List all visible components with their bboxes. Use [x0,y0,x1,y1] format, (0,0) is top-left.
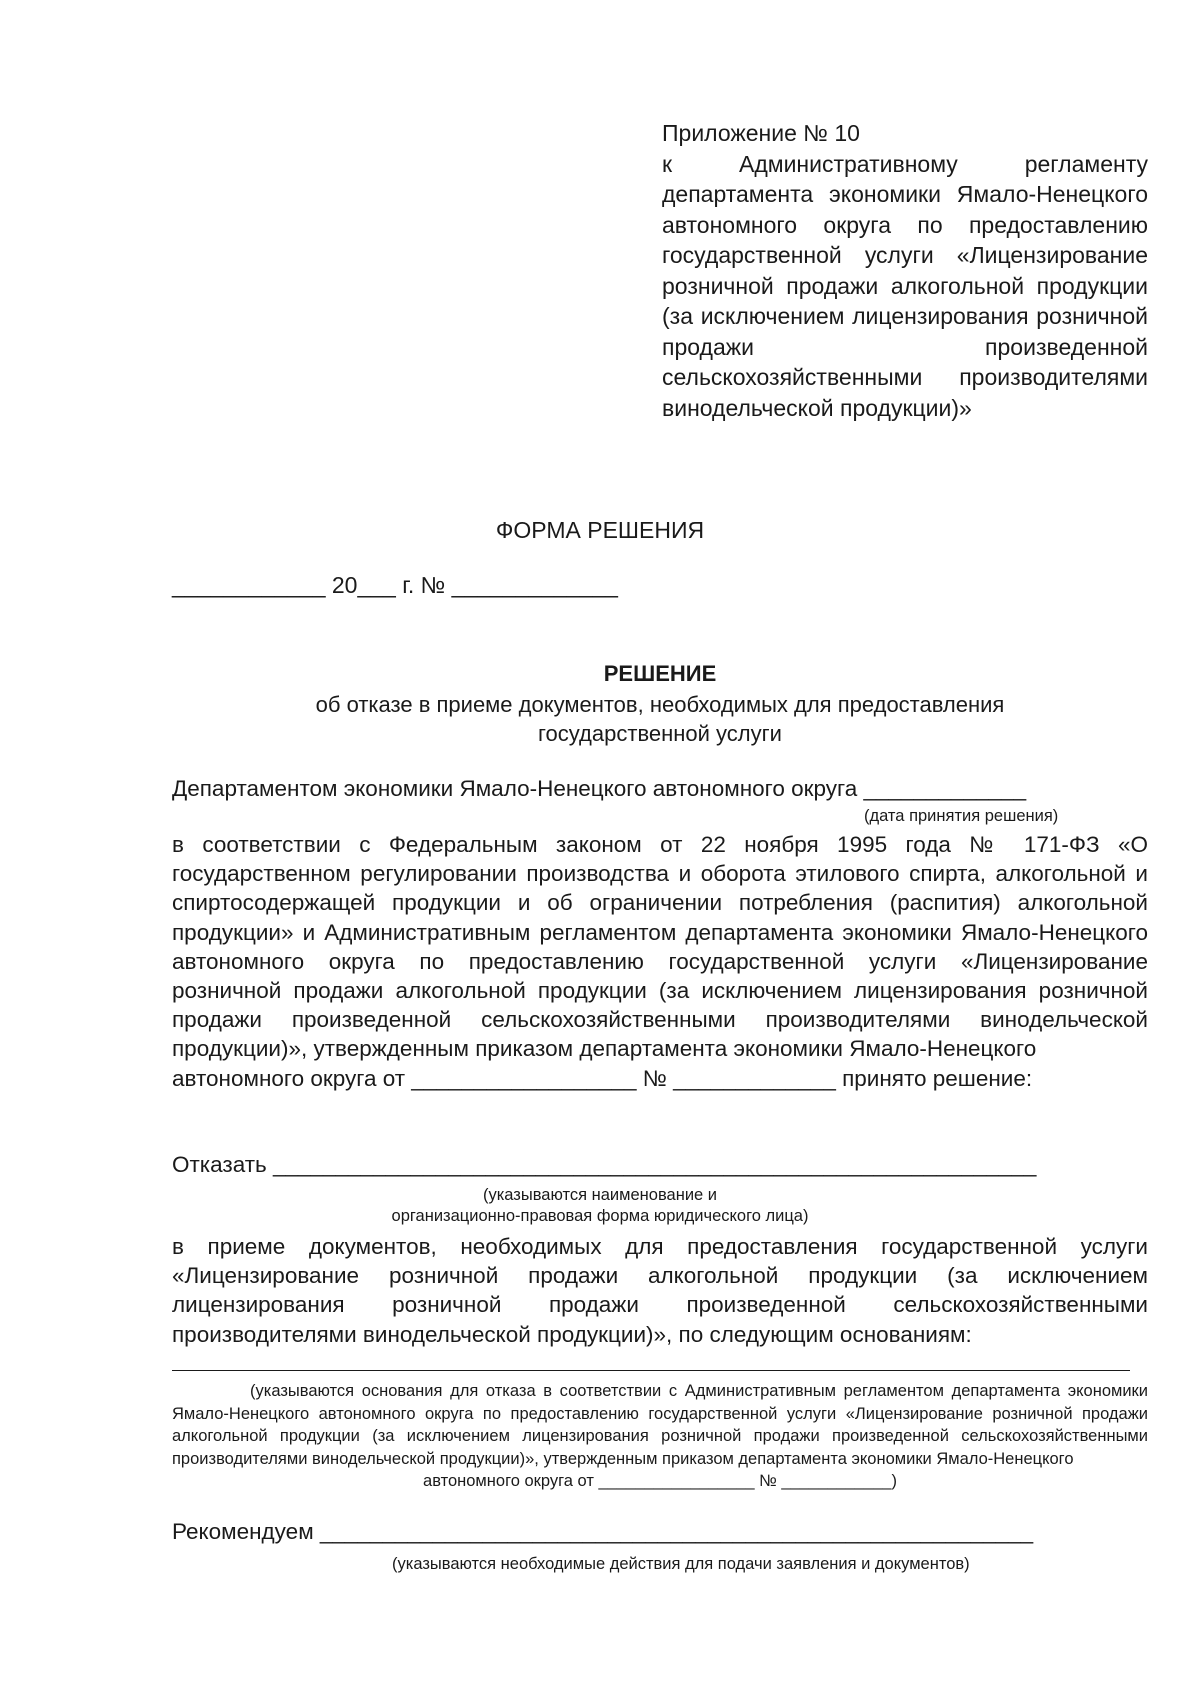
recommend-line: Рекомендуем _________________________________________________________ [172,1519,1034,1544]
recommend-caption: (указываются необходимые действия для подачи заявления и документов) [392,1555,970,1573]
grounds-blank-line [172,1370,1130,1371]
decision-date-caption: (дата принятия решения) [864,807,1059,825]
refuse-caption-line-2: организационно-правовая форма юридического лица) [391,1207,809,1225]
appendix-number: Приложение № 10 [662,120,860,146]
legal-basis-last-line: автономного округа от __________________ № _____________ принято решение: [172,1065,1033,1091]
date-number-line: ____________ 20___ г. № _____________ [172,572,618,598]
refuse-caption-line-1: (указываются наименование и [482,1186,718,1204]
refuse-line: Отказать _____________________________________________________________ [172,1152,1037,1177]
appendix-text: к Административному регламенту департамента экономики Ямало-Ненецкого автономного округа по предоставлению государственной услуги «Лицензирование розничной продажи алкогольной продукции (за исключением лицензирования розничной продажи произведенной сельскохозяйственными производителями винодельческой продукции)» [662,150,1148,421]
department-line: Департаментом экономики Ямало-Ненецкого автономного округа _____________ [172,776,1027,801]
refuse-caption-wrap [0,1185,1200,1227]
form-title: ФОРМА РЕШЕНИЯ [495,517,705,543]
grounds-caption [172,1380,1148,1493]
grounds-caption-text: (указываются основания для отказа в соответствии с Административным регламентом департамента экономики Ямало-Ненецкого автономного округа по предоставлению государственной услуги «Лицензирование розничной продажи алкогольной продукции (за исключением лицензирования розничной продажи произведенной сельскохозяйственными производителями винодельческой продукции)», утвержденным приказом департамента экономики Ямало-Ненецкого [172,1382,1148,1468]
decision-subtitle: об отказе в приеме документов, необходимых для предоставления государственной услуги [315,692,1005,746]
grounds-caption-last-line: автономного округа от _________________ № ____________) [423,1472,897,1490]
legal-basis-text: в соответствии с Федеральным законом от 22 ноября 1995 года № 171-ФЗ «О государственном регулировании производства и оборота этилового спирта, алкогольной и спиртосодержащей продукции и об ограничении потребления (распития) алкогольной продукции» и Административным регламентом департамента экономики Ямало-Ненецкого автономного округа по предоставлению государственной услуги «Лицензирование розничной продажи алкогольной продукции (за исключением лицензирования розничной продажи произведенной сельскохозяйственными производителями винодельческой продукции)», утвержденным приказом департамента экономики Ямало-Ненецкого [172,832,1148,1062]
refusal-scope-paragraph: в приеме документов, необходимых для предоставления государственной услуги «Лицензирование розничной продажи алкогольной продукции (за исключением лицензирования розничной продажи произведенной сельскохозяйственными производителями винодельческой продукции)», по следующим основаниям: [172,1234,1148,1347]
appendix-block [662,118,1148,423]
decision-title: РЕШЕНИЕ [603,661,717,686]
legal-basis-paragraph [172,830,1148,1093]
